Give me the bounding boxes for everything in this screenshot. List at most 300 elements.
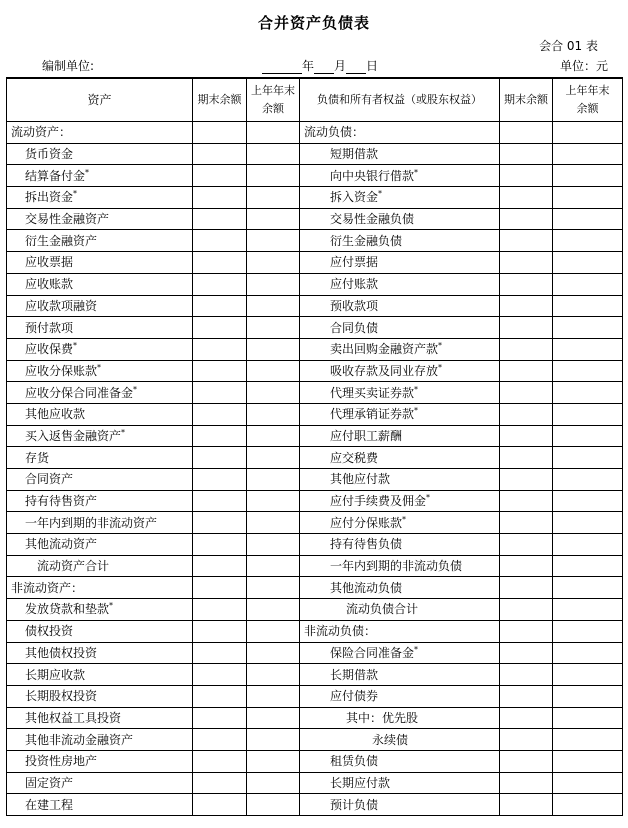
left-item-text: 应收账款 (25, 277, 74, 292)
asset-prior-year-cell (247, 165, 300, 187)
liability-end-balance-cell (500, 360, 553, 382)
right-item-text: 衍生金融负债 (330, 233, 403, 248)
asset-end-balance-cell (193, 772, 247, 794)
asterisk-mark: * (414, 644, 419, 654)
table-row (7, 685, 623, 707)
asset-end-balance-cell (193, 555, 247, 577)
table-row (7, 165, 623, 187)
asset-end-balance-cell (193, 469, 247, 491)
asset-item-label (7, 664, 193, 686)
liability-end-balance-cell (500, 425, 553, 447)
left-item-text: 流动资产合计 (37, 559, 110, 574)
left-item-text: 长期应收款 (25, 667, 86, 682)
table-row (7, 512, 623, 534)
liability-equity-item-label (300, 512, 500, 534)
asset-item-label (7, 707, 193, 729)
asset-end-balance-cell (193, 512, 247, 534)
asset-end-balance-cell (193, 729, 247, 751)
liability-prior-year-cell (553, 707, 623, 729)
asset-prior-year-cell (247, 469, 300, 491)
asset-prior-year-cell (247, 750, 300, 772)
table-row (7, 794, 623, 816)
form-code: 会合 01 表 (539, 39, 598, 53)
table-row (7, 317, 623, 339)
day-blank (346, 61, 366, 74)
right-item-text: 长期应付款 (330, 775, 391, 790)
asset-prior-year-cell (247, 187, 300, 209)
liability-prior-year-cell (553, 664, 623, 686)
table-row (7, 230, 623, 252)
right-item-text: 长期借款 (330, 667, 379, 682)
left-item-text: 应收款项融资 (25, 298, 98, 313)
table-row (7, 707, 623, 729)
table-row (7, 295, 623, 317)
right-item-text: 持有待售负债 (330, 537, 403, 552)
liability-equity-item-label (300, 664, 500, 686)
asset-prior-year-cell (247, 230, 300, 252)
left-item-text: 其他应收款 (25, 407, 86, 422)
liability-equity-item-label (300, 273, 500, 295)
asset-prior-year-cell (247, 403, 300, 425)
right-item-text: 吸收存款及同业存放 (330, 363, 439, 378)
liability-equity-item-label (300, 425, 500, 447)
asset-end-balance-cell (193, 382, 247, 404)
table-row (7, 729, 623, 751)
asset-prior-year-cell (247, 534, 300, 556)
liability-end-balance-cell (500, 794, 553, 816)
asset-item-label (7, 620, 193, 642)
liability-equity-item-label (300, 122, 500, 144)
left-item-text: 应收分保合同准备金 (25, 385, 134, 400)
left-item-text: 流动资产： (11, 125, 72, 140)
right-item-text: 卖出回购金融资产款 (330, 342, 439, 357)
left-item-text: 衍生金融资产 (25, 233, 98, 248)
left-item-text: 其他流动资产 (25, 537, 98, 552)
left-item-text: 应收票据 (25, 255, 74, 270)
asset-item-label (7, 208, 193, 230)
liability-prior-year-cell (553, 230, 623, 252)
left-item-text: 非流动资产： (11, 580, 84, 595)
liability-equity-item-label (300, 447, 500, 469)
report-date (262, 57, 378, 74)
right-item-text: 预收款项 (330, 298, 379, 313)
liability-prior-year-cell (553, 794, 623, 816)
asset-item-label (7, 382, 193, 404)
left-item-text: 存货 (25, 450, 50, 465)
liability-prior-year-cell (553, 360, 623, 382)
asset-item-label (7, 143, 193, 165)
liability-equity-item-label (300, 620, 500, 642)
liability-equity-item-label (300, 360, 500, 382)
asset-end-balance-cell (193, 143, 247, 165)
asset-item-label (7, 794, 193, 816)
right-item-text: 流动负债： (304, 125, 365, 140)
asterisk-mark: * (109, 601, 114, 611)
right-item-text: 代理承销证券款 (330, 407, 415, 422)
liability-prior-year-cell (553, 122, 623, 144)
asset-item-label (7, 469, 193, 491)
header-assets: 资产 (7, 78, 193, 122)
asterisk-mark: * (121, 427, 126, 437)
table-row (7, 273, 623, 295)
table-body (7, 122, 623, 816)
table-row (7, 208, 623, 230)
asset-item-label (7, 512, 193, 534)
asset-prior-year-cell (247, 642, 300, 664)
balance-sheet-table (6, 77, 623, 816)
left-item-text: 买入返售金融资产 (25, 428, 122, 443)
liability-equity-item-label (300, 187, 500, 209)
right-item-text: 代理买卖证券款 (330, 385, 415, 400)
liability-equity-item-label (300, 534, 500, 556)
table-row (7, 555, 623, 577)
liability-end-balance-cell (500, 165, 553, 187)
liability-prior-year-cell (553, 295, 623, 317)
liability-end-balance-cell (500, 469, 553, 491)
asset-end-balance-cell (193, 642, 247, 664)
asset-prior-year-cell (247, 620, 300, 642)
left-item-text: 其他权益工具投资 (25, 710, 122, 725)
asterisk-mark: * (73, 189, 78, 199)
asset-prior-year-cell (247, 382, 300, 404)
liability-end-balance-cell (500, 338, 553, 360)
asset-end-balance-cell (193, 620, 247, 642)
asset-item-label (7, 750, 193, 772)
left-item-text: 长期股权投资 (25, 689, 98, 704)
asset-prior-year-cell (247, 425, 300, 447)
liability-equity-item-label (300, 143, 500, 165)
asset-end-balance-cell (193, 707, 247, 729)
liability-end-balance-cell (500, 490, 553, 512)
asset-item-label (7, 642, 193, 664)
liability-equity-item-label (300, 403, 500, 425)
document-title: 合并资产负债表 (257, 14, 370, 32)
right-item-text: 合同负债 (330, 320, 379, 335)
asset-end-balance-cell (193, 360, 247, 382)
table-row (7, 620, 623, 642)
asset-end-balance-cell (193, 425, 247, 447)
liability-equity-item-label (300, 577, 500, 599)
liability-equity-item-label (300, 382, 500, 404)
liability-prior-year-cell (553, 208, 623, 230)
liability-end-balance-cell (500, 143, 553, 165)
header-row (7, 78, 623, 122)
liability-end-balance-cell (500, 382, 553, 404)
liability-prior-year-cell (553, 252, 623, 274)
asset-end-balance-cell (193, 208, 247, 230)
asset-item-label (7, 577, 193, 599)
right-item-text: 流动负债合计 (346, 602, 419, 617)
liability-prior-year-cell (553, 338, 623, 360)
liability-prior-year-cell (553, 317, 623, 339)
left-item-text: 应收保费 (25, 342, 74, 357)
header-end-balance-right: 期末余额 (500, 78, 553, 122)
liability-equity-item-label (300, 230, 500, 252)
liability-equity-item-label (300, 685, 500, 707)
asset-item-label (7, 187, 193, 209)
liability-end-balance-cell (500, 685, 553, 707)
left-item-text: 合同资产 (25, 472, 74, 487)
asset-end-balance-cell (193, 317, 247, 339)
asset-prior-year-cell (247, 577, 300, 599)
right-item-text: 一年内到期的非流动负债 (330, 559, 463, 574)
table-row (7, 143, 623, 165)
table-row (7, 577, 623, 599)
right-item-text: 永续债 (372, 732, 409, 747)
liability-prior-year-cell (553, 620, 623, 642)
asset-prior-year-cell (247, 490, 300, 512)
asset-item-label (7, 534, 193, 556)
left-item-text: 其他非流动金融资产 (25, 732, 134, 747)
asterisk-mark: * (414, 167, 419, 177)
left-item-text: 债权投资 (25, 624, 74, 639)
asset-item-label (7, 338, 193, 360)
liability-end-balance-cell (500, 317, 553, 339)
asset-item-label (7, 165, 193, 187)
asset-prior-year-cell (247, 707, 300, 729)
asset-item-label (7, 490, 193, 512)
liability-prior-year-cell (553, 425, 623, 447)
asset-end-balance-cell (193, 338, 247, 360)
asset-end-balance-cell (193, 252, 247, 274)
liability-equity-item-label (300, 794, 500, 816)
asset-end-balance-cell (193, 664, 247, 686)
liability-end-balance-cell (500, 252, 553, 274)
liability-prior-year-cell (553, 599, 623, 621)
liability-prior-year-cell (553, 729, 623, 751)
asset-prior-year-cell (247, 447, 300, 469)
asset-item-label (7, 599, 193, 621)
table-row (7, 187, 623, 209)
asset-prior-year-cell (247, 664, 300, 686)
asterisk-mark: * (402, 514, 407, 524)
liability-end-balance-cell (500, 273, 553, 295)
right-item-text: 交易性金融负债 (330, 212, 415, 227)
asset-prior-year-cell (247, 252, 300, 274)
right-item-text: 向中央银行借款 (330, 168, 415, 183)
year-blank (262, 61, 302, 74)
right-item-text: 拆入资金 (330, 190, 379, 205)
table-row (7, 403, 623, 425)
asterisk-mark: * (85, 167, 90, 177)
asset-item-label (7, 122, 193, 144)
asset-end-balance-cell (193, 794, 247, 816)
liability-prior-year-cell (553, 577, 623, 599)
liability-end-balance-cell (500, 403, 553, 425)
liability-prior-year-cell (553, 490, 623, 512)
left-item-text: 应收分保账款 (25, 363, 98, 378)
asset-prior-year-cell (247, 685, 300, 707)
table-row (7, 772, 623, 794)
liability-prior-year-cell (553, 685, 623, 707)
liability-equity-item-label (300, 252, 500, 274)
right-item-text: 租赁负债 (330, 754, 379, 769)
asset-prior-year-cell (247, 143, 300, 165)
liability-end-balance-cell (500, 772, 553, 794)
asset-end-balance-cell (193, 273, 247, 295)
header-liabilities-equity: 负债和所有者权益（或股东权益） (300, 78, 500, 122)
asset-end-balance-cell (193, 599, 247, 621)
liability-equity-item-label (300, 555, 500, 577)
liability-end-balance-cell (500, 534, 553, 556)
table-row (7, 425, 623, 447)
liability-end-balance-cell (500, 729, 553, 751)
right-item-text: 预计负债 (330, 797, 379, 812)
table-row (7, 360, 623, 382)
liability-prior-year-cell (553, 273, 623, 295)
month-label: 月 (334, 59, 347, 73)
right-item-text: 应付分保账款 (330, 515, 403, 530)
liability-end-balance-cell (500, 187, 553, 209)
month-blank (314, 61, 334, 74)
left-item-text: 持有待售资产 (25, 494, 98, 509)
liability-prior-year-cell (553, 382, 623, 404)
liability-prior-year-cell (553, 555, 623, 577)
header-prior-year-end-left (247, 78, 300, 122)
asset-end-balance-cell (193, 577, 247, 599)
asset-prior-year-cell (247, 772, 300, 794)
left-item-text: 结算备付金 (25, 168, 86, 183)
liability-prior-year-cell (553, 403, 623, 425)
asterisk-mark: * (414, 384, 419, 394)
asset-prior-year-cell (247, 599, 300, 621)
table-row (7, 664, 623, 686)
asset-prior-year-cell (247, 295, 300, 317)
right-item-text: 应付票据 (330, 255, 379, 270)
table-row (7, 534, 623, 556)
asset-prior-year-cell (247, 512, 300, 534)
liability-prior-year-cell (553, 642, 623, 664)
asset-end-balance-cell (193, 534, 247, 556)
asset-end-balance-cell (193, 750, 247, 772)
asset-item-label (7, 425, 193, 447)
asset-end-balance-cell (193, 295, 247, 317)
header-prior-year-end-left-line2: 余额 (262, 102, 284, 115)
table-row (7, 750, 623, 772)
left-item-text: 货币资金 (25, 147, 74, 162)
header-end-balance-left: 期末余额 (193, 78, 247, 122)
right-item-text: 应付手续费及佣金 (330, 494, 427, 509)
liability-equity-item-label (300, 772, 500, 794)
asset-item-label (7, 555, 193, 577)
liability-equity-item-label (300, 338, 500, 360)
liability-end-balance-cell (500, 555, 553, 577)
asset-prior-year-cell (247, 360, 300, 382)
liability-prior-year-cell (553, 469, 623, 491)
liability-equity-item-label (300, 599, 500, 621)
liability-end-balance-cell (500, 707, 553, 729)
asset-item-label (7, 317, 193, 339)
right-item-text: 应交税费 (330, 450, 379, 465)
prepared-by-label: 编制单位: (42, 59, 95, 73)
asset-item-label (7, 403, 193, 425)
asset-item-label (7, 729, 193, 751)
left-item-text: 投资性房地产 (25, 754, 98, 769)
asterisk-mark: * (426, 493, 431, 503)
liability-end-balance-cell (500, 620, 553, 642)
asterisk-mark: * (414, 406, 419, 416)
liability-end-balance-cell (500, 230, 553, 252)
asset-prior-year-cell (247, 729, 300, 751)
asset-prior-year-cell (247, 273, 300, 295)
asset-prior-year-cell (247, 794, 300, 816)
asset-item-label (7, 447, 193, 469)
year-label: 年 (302, 59, 315, 73)
asset-prior-year-cell (247, 555, 300, 577)
asset-end-balance-cell (193, 187, 247, 209)
asset-item-label (7, 252, 193, 274)
asset-end-balance-cell (193, 230, 247, 252)
asset-item-label (7, 230, 193, 252)
asset-item-label (7, 772, 193, 794)
asset-prior-year-cell (247, 208, 300, 230)
asset-end-balance-cell (193, 165, 247, 187)
asset-end-balance-cell (193, 685, 247, 707)
right-item-text: 非流动负债： (304, 624, 377, 639)
day-label: 日 (366, 59, 379, 73)
liability-equity-item-label (300, 490, 500, 512)
left-item-text: 其他债权投资 (25, 645, 98, 660)
liability-prior-year-cell (553, 187, 623, 209)
right-item-text: 应付债券 (330, 689, 379, 704)
asset-end-balance-cell (193, 403, 247, 425)
liability-prior-year-cell (553, 772, 623, 794)
asterisk-mark: * (73, 341, 78, 351)
currency-unit: 单位：元 (559, 59, 608, 73)
table-row (7, 252, 623, 274)
liability-end-balance-cell (500, 664, 553, 686)
left-item-text: 发放贷款和垫款 (25, 602, 110, 617)
liability-prior-year-cell (553, 165, 623, 187)
asset-prior-year-cell (247, 317, 300, 339)
liability-equity-item-label (300, 729, 500, 751)
liability-end-balance-cell (500, 447, 553, 469)
asterisk-mark: * (438, 362, 443, 372)
asset-item-label (7, 295, 193, 317)
liability-end-balance-cell (500, 642, 553, 664)
asset-prior-year-cell (247, 338, 300, 360)
liability-end-balance-cell (500, 577, 553, 599)
liability-equity-item-label (300, 295, 500, 317)
liability-prior-year-cell (553, 534, 623, 556)
liability-prior-year-cell (553, 512, 623, 534)
right-item-text: 其中：优先股 (346, 710, 419, 725)
liability-prior-year-cell (553, 143, 623, 165)
asset-item-label (7, 360, 193, 382)
asterisk-mark: * (438, 341, 443, 351)
right-item-text: 应付账款 (330, 277, 379, 292)
table-row (7, 490, 623, 512)
right-item-text: 其他应付款 (330, 472, 391, 487)
right-item-text: 保险合同准备金 (330, 645, 415, 660)
liability-prior-year-cell (553, 447, 623, 469)
liability-end-balance-cell (500, 208, 553, 230)
right-item-text: 短期借款 (330, 147, 379, 162)
liability-end-balance-cell (500, 512, 553, 534)
meta-row (0, 57, 628, 73)
table-row (7, 642, 623, 664)
liability-equity-item-label (300, 642, 500, 664)
table-row (7, 599, 623, 621)
liability-equity-item-label (300, 469, 500, 491)
asset-end-balance-cell (193, 490, 247, 512)
left-item-text: 一年内到期的非流动资产 (25, 515, 158, 530)
header-prior-year-end-right (553, 78, 623, 122)
header-prior-year-end-right-line1: 上年年末 (565, 84, 610, 97)
asterisk-mark: * (97, 362, 102, 372)
header-prior-year-end-right-line2: 余额 (576, 102, 599, 115)
liability-end-balance-cell (500, 295, 553, 317)
